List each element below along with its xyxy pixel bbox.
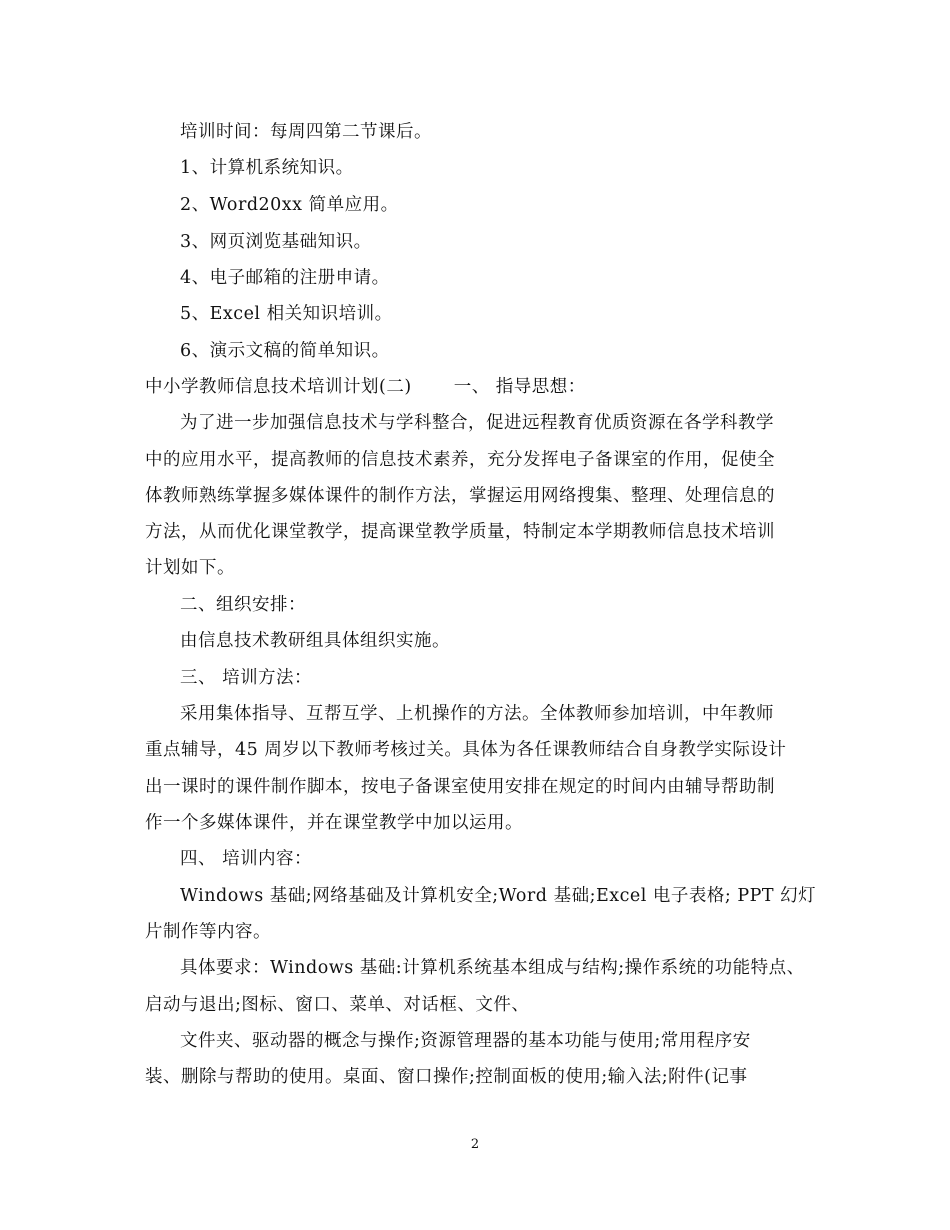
text-line: 装、删除与帮助的使用。桌面、窗口操作;控制面板的使用;输入法;附件(记事	[145, 1067, 748, 1087]
text-line: 中的应用水平，提高教师的信息技术素养，充分发挥电子备课室的作用，促使全	[145, 450, 775, 470]
section-heading: 二、组织安排：	[180, 595, 306, 615]
text-line: 计划如下。	[145, 558, 235, 578]
text-line: 培训时间：每周四第二节课后。	[180, 122, 432, 142]
text-line: 6、演示文稿的简单知识。	[180, 341, 390, 361]
section-heading: 四、 培训内容：	[180, 849, 313, 869]
section-heading: 中小学教师信息技术培训计划(二) 一、 指导思想：	[145, 377, 586, 397]
text-line: Windows 基础;网络基础及计算机安全;Word 基础;Excel 电子表格; PPT 幻灯	[180, 886, 817, 906]
page-number: 2	[470, 1137, 480, 1152]
text-line: 片制作等内容。	[145, 922, 271, 942]
text-line: 2、Word20xx 简单应用。	[180, 195, 399, 215]
text-line: 体教师熟练掌握多媒体课件的制作方法，掌握运用网络搜集、整理、处理信息的	[145, 486, 775, 506]
text-line: 采用集体指导、互帮互学、上机操作的方法。全体教师参加培训，中年教师	[180, 704, 774, 724]
text-line: 出一课时的课件制作脚本，按电子备课室使用安排在规定的时间内由辅导帮助制	[145, 777, 775, 797]
text-line: 由信息技术教研组具体组织实施。	[180, 631, 450, 651]
section-heading: 三、 培训方法：	[180, 668, 313, 688]
text-line: 3、网页浏览基础知识。	[180, 232, 372, 252]
text-line: 作一个多媒体课件，并在课堂教学中加以运用。	[145, 813, 523, 833]
text-line: 启动与退出;图标、窗口、菜单、对话框、文件、	[145, 995, 530, 1015]
text-line: 为了进一步加强信息技术与学科整合，促进远程教育优质资源在各学科教学	[180, 413, 774, 433]
text-line: 4、电子邮箱的注册申请。	[180, 268, 390, 288]
text-line: 文件夹、驱动器的概念与操作;资源管理器的基本功能与使用;常用程序安	[180, 1031, 751, 1051]
text-line: 重点辅导，45 周岁以下教师考核过关。具体为各任课教师结合自身教学实际设计	[145, 740, 787, 760]
text-line: 1、计算机系统知识。	[180, 158, 354, 178]
text-line: 5、Excel 相关知识培训。	[180, 304, 393, 324]
text-line: 方法，从而优化课堂教学，提高课堂教学质量，特制定本学期教师信息技术培训	[145, 522, 775, 542]
text-line: 具体要求：Windows 基础:计算机系统基本组成与结构;操作系统的功能特点、	[180, 958, 805, 978]
